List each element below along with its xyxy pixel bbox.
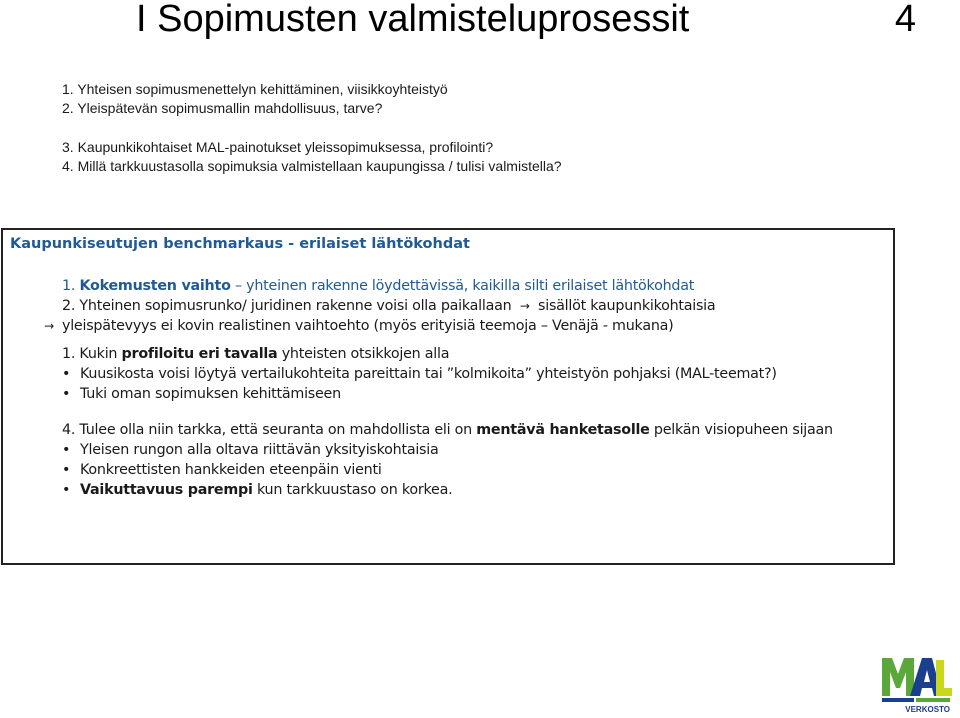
list-item xyxy=(62,384,833,404)
item-3-rest: yhteisten otsikkojen alla xyxy=(281,346,450,362)
item-1-dash: – xyxy=(234,278,242,294)
item-2-line2-text: yleispätevyys ei kovin realistinen vaihtoehto (myös erityisiä teemoja xyxy=(62,318,537,334)
slide-title: I Sopimusten valmisteluprosessit xyxy=(136,0,690,40)
bullet-text: Kuusikosta voisi löytyä vertailukohteita pareittain tai ”kolmikoita” yhteistyön pohjaksi (MAL-teemat?) xyxy=(80,366,777,382)
list-item xyxy=(62,460,833,480)
item-2-lead: 2. Yhteinen sopimusrunko/ juridinen rakenne voisi olla paikallaan xyxy=(62,298,512,314)
mal-verkosto-logo xyxy=(880,654,952,714)
item-4-rest: pelkän visiopuheen sijaan xyxy=(653,422,833,438)
item-2 xyxy=(62,296,833,316)
item-3-bold: profiloitu eri tavalla xyxy=(121,346,278,362)
item-4-lead: 4. Tulee olla niin tarkka, että seuranta on mahdollista eli on xyxy=(62,422,472,438)
item-3-lead: 1. Kukin xyxy=(62,346,118,362)
item-4-bold: mentävä hanketasolle xyxy=(476,422,650,438)
arrow-icon: → xyxy=(519,299,530,313)
item-1-num: 1. xyxy=(62,278,76,294)
page-number: 4 xyxy=(894,0,916,40)
agenda-item: 2. Yleispätevän sopimusmallin mahdollisuus, tarve? xyxy=(62,100,383,116)
logo-m xyxy=(882,658,914,696)
item-1 xyxy=(62,276,833,296)
item-2-after: sisällöt kaupunkikohtaisia xyxy=(538,298,716,314)
arrow-icon: → xyxy=(44,319,54,333)
item-3 xyxy=(62,344,833,364)
item-2-line2 xyxy=(40,316,833,336)
bullet-icon: • xyxy=(62,482,71,498)
list-item xyxy=(62,440,833,460)
list-item xyxy=(62,364,833,384)
agenda-list xyxy=(62,80,562,176)
bullet-icon: • xyxy=(62,442,71,458)
bullet-icon: • xyxy=(62,366,71,382)
bullet-text: Tuki oman sopimuksen kehittämiseen xyxy=(80,386,341,402)
bullet-text: kun tarkkuustaso on korkea. xyxy=(256,482,453,498)
bullet-text: Yleisen rungon alla oltava riittävän yksityiskohtaisia xyxy=(80,442,439,458)
list-item xyxy=(62,480,833,500)
item-2-line2-dash: – xyxy=(540,318,548,334)
bullet-icon: • xyxy=(62,386,71,402)
item-2-line2-end: Venäjä - mukana) xyxy=(552,318,674,334)
item-1-rest: yhteinen rakenne löydettävissä, kaikilla silti erilaiset lähtökohdat xyxy=(246,278,695,294)
agenda-item: 1. Yhteisen sopimusmenettelyn kehittäminen, viisikkoyhteistyö xyxy=(62,81,448,97)
agenda-item: 4. Millä tarkkuustasolla sopimuksia valmistellaan kaupungissa / tulisi valmistella? xyxy=(62,158,562,174)
bullet-text-bold: Vaikuttavuus parempi xyxy=(80,482,253,498)
box-title: Kaupunkiseutujen benchmarkaus - erilaiset lähtökohdat xyxy=(10,236,470,252)
bullet-text: Konkreettisten hankkeiden eteenpäin vienti xyxy=(80,462,382,478)
logo-subtext: VERKOSTO xyxy=(905,705,950,714)
agenda-item: 3. Kaupunkikohtaiset MAL-painotukset yleissopimuksessa, profilointi? xyxy=(62,139,494,155)
item-4 xyxy=(62,420,833,440)
item-1-label: Kokemusten vaihto xyxy=(79,278,231,294)
logo-l xyxy=(936,660,952,696)
box-content xyxy=(44,276,833,500)
bullet-icon: • xyxy=(62,462,71,478)
